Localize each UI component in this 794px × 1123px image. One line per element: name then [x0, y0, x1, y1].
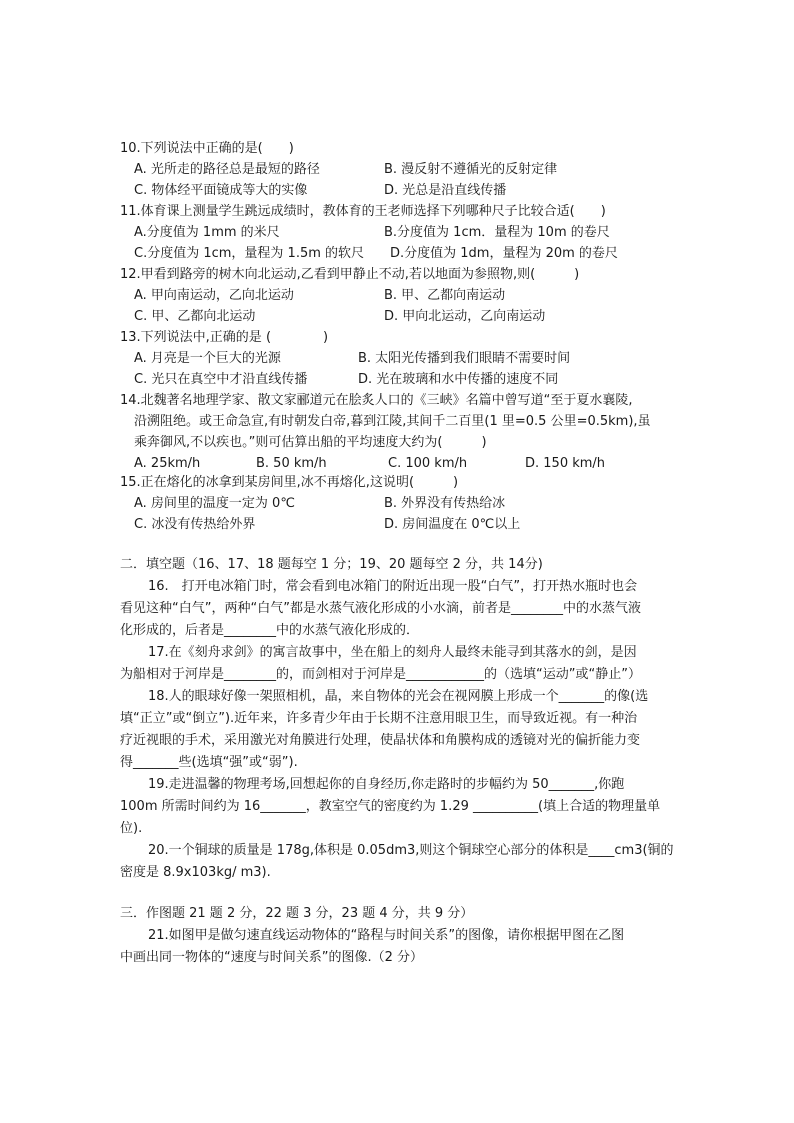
question-19-line-3: 位). — [120, 821, 143, 836]
question-16-line-1: 16. 打开电冰箱门时，常会看到电冰箱门的附近出现一股“白气”，打开热水瓶时也会 — [148, 579, 638, 594]
question-10-option-a: A. 光所走的路径总是最短的路径 — [134, 162, 320, 177]
question-20-line-1: 20.一个铜球的质量是 178g,体积是 0.05dm3,则这个铜球空心部分的体积是____cm3(铜的 — [148, 843, 674, 858]
question-14-option-c: C. 100 km/h — [388, 456, 468, 471]
question-19-line-2: 100m 所需时间约为 16_______，教室空气的密度约为 1.29 __________(填上合适的物理量单 — [120, 799, 661, 814]
question-11-option-a: A.分度值为 1mm 的米尺 — [134, 225, 280, 240]
question-21-line-1: 21.如图甲是做匀速直线运动物体的“路程与时间关系”的图像，请你根据甲图在乙图 — [148, 928, 625, 943]
question-12-option-d: D. 甲向北运动，乙向南运动 — [384, 309, 546, 324]
question-18-line-2: 填“正立”或“倒立”).近年来，许多青少年由于长期不注意用眼卫生，而导致近视。有一种治 — [120, 711, 638, 726]
question-15-option-d: D. 房间温度在 0℃以上 — [384, 517, 521, 532]
question-11-option-c: C.分度值为 1cm，量程为 1.5m 的软尺 — [134, 246, 365, 261]
question-14-option-b: B. 50 km/h — [256, 456, 327, 471]
question-16-line-3: 化形成的，后者是________中的水蒸气液化形成的． — [120, 623, 420, 638]
question-11-option-d: D.分度值为 1dm，量程为 20m 的卷尺 — [390, 246, 618, 261]
question-13-option-a: A. 月亮是一个巨大的光源 — [134, 351, 281, 366]
question-12-option-a: A. 甲向南运动，乙向北运动 — [134, 288, 294, 303]
question-13-option-b: B. 太阳光传播到我们眼睛不需要时间 — [358, 351, 571, 366]
question-18-line-3: 疗近视眼的手术，采用激光对角膜进行处理，使晶状体和角膜构成的透镜对光的偏折能力变 — [120, 733, 641, 748]
question-13-option-c: C. 光只在真空中才沿直线传播 — [134, 372, 308, 387]
question-14-stem-line-1: 14.北魏著名地理学家、散文家郦道元在脍炙人口的《三峡》名篇中曾写道“至于夏水襄陵, — [120, 393, 633, 408]
question-14-option-a: A. 25km/h — [134, 456, 201, 471]
question-11-stem: 11.体育课上测量学生跳远成绩时，教体育的王老师选择下列哪种尺子比较合适( ) — [120, 204, 606, 219]
question-15-option-a: A. 房间里的温度一定为 0℃ — [134, 496, 295, 511]
question-18-line-4: 得_______些(选填“强”或“弱”). — [120, 755, 298, 770]
question-12-option-b: B. 甲、乙都向南运动 — [384, 288, 506, 303]
question-15-stem: 15.正在熔化的冰拿到某房间里,冰不再熔化,这说明( ) — [120, 475, 459, 490]
question-10-option-b: B. 漫反射不遵循光的反射定律 — [384, 162, 558, 177]
question-12-option-c: C. 甲、乙都向北运动 — [134, 309, 256, 324]
question-15-option-c: C. 冰没有传热给外界 — [134, 517, 256, 532]
section-3-heading: 三．作图题 21 题 2 分，22 题 3 分，23 题 4 分，共 9 分） — [120, 906, 474, 921]
question-10-option-c: C. 物体经平面镜成等大的实像 — [134, 183, 308, 198]
question-13-option-d: D. 光在玻璃和水中传播的速度不同 — [358, 372, 559, 387]
question-17-line-1: 17.在《刻舟求剑》的寓言故事中，坐在船上的刻舟人最终未能寻到其落水的剑，是因 — [148, 645, 637, 660]
question-14-stem-line-3: 乘奔御风,不以疾也。”则可估算出船的平均速度大约为( ) — [134, 435, 487, 450]
question-20-line-2: 密度是 8.9x103kg/ m3). — [120, 865, 271, 880]
question-10-stem: 10.下列说法中正确的是( ) — [120, 141, 294, 156]
question-14-stem-line-2: 沿溯阻绝。或王命急宣,有时朝发白帝,暮到江陵,其间千二百里(1 里=0.5 公里=0.5km),虽 — [134, 414, 651, 429]
question-17-line-2: 为船相对于河岸是________的，而剑相对于河岸是____________的（选填“运动”或“静止”） — [120, 667, 641, 682]
question-15-option-b: B. 外界没有传热给冰 — [384, 496, 506, 511]
question-11-option-b: B.分度值为 1cm．量程为 10m 的卷尺 — [384, 225, 610, 240]
question-13-stem: 13.下列说法中,正确的是 ( ) — [120, 330, 329, 345]
question-14-option-d: D. 150 km/h — [525, 456, 606, 471]
question-12-stem: 12.甲看到路旁的树木向北运动,乙看到甲静止不动,若以地面为参照物,则( ) — [120, 267, 580, 282]
question-21-line-2: 中画出同一物体的“速度与时间关系”的图像.（2 分） — [120, 950, 424, 965]
question-19-line-1: 19.走进温馨的物理考场,回想起你的自身经历,你走路时的步幅约为 50_______,你跑 — [148, 777, 625, 792]
question-16-line-2: 看见这种“白气”，两种“白气”都是水蒸气液化形成的小水滴，前者是________中的水蒸气液 — [120, 601, 641, 616]
question-10-option-d: D. 光总是沿直线传播 — [384, 183, 507, 198]
question-18-line-1: 18.人的眼球好像一架照相机，晶，来自物体的光会在视网膜上形成一个_______的像(选 — [148, 689, 649, 704]
section-2-heading: 二．填空题（16、17、18 题每空 1 分；19、20 题每空 2 分，共 14分) — [120, 557, 543, 572]
